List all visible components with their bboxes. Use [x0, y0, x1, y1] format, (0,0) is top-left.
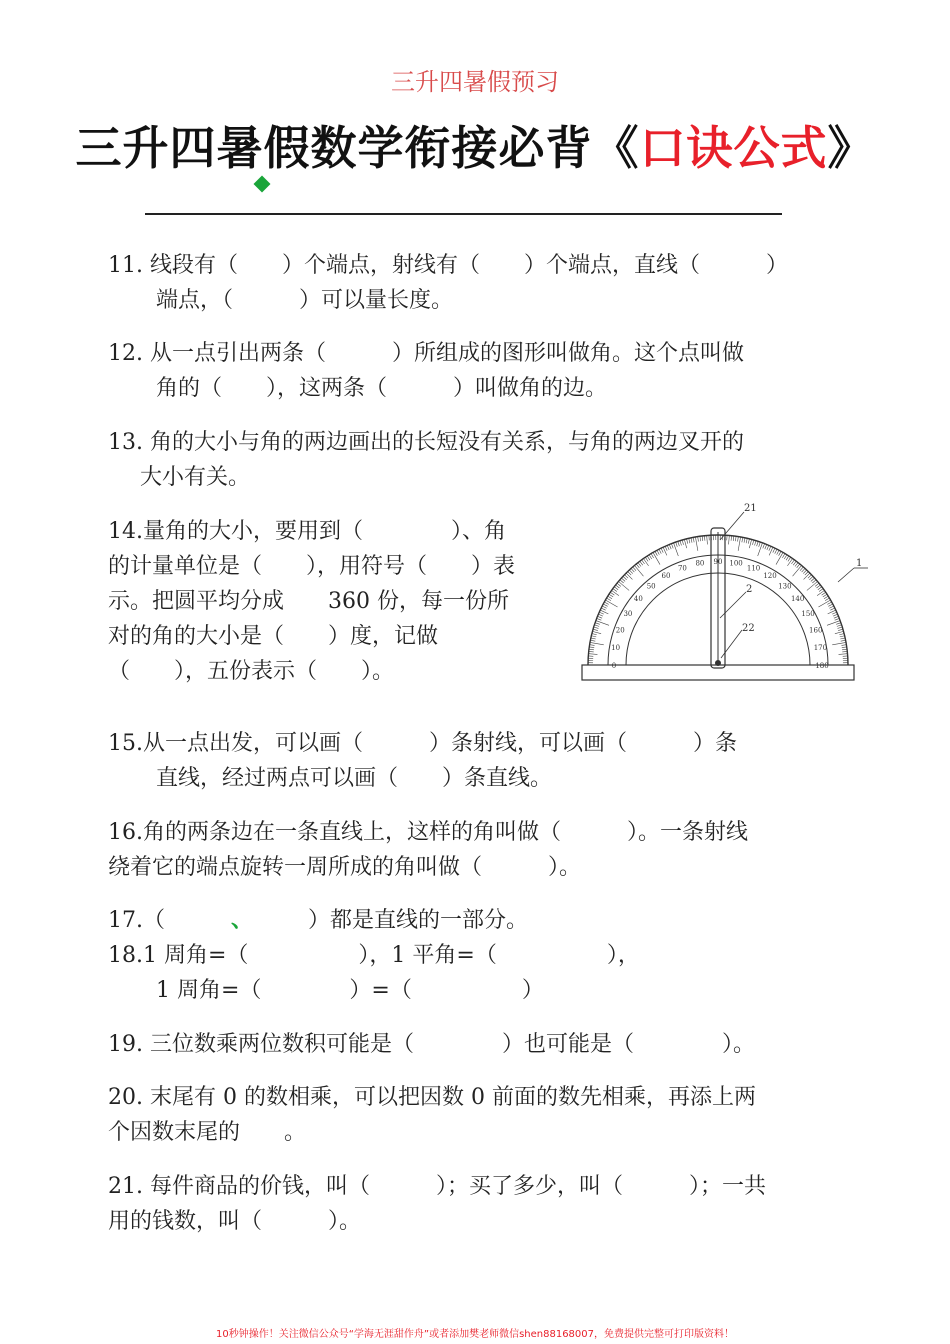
- protractor-tick: [678, 541, 680, 546]
- protractor-tick: [828, 604, 832, 606]
- protractor-tick: [809, 576, 813, 579]
- protractor-tick: [818, 587, 822, 590]
- protractor-tick: [629, 570, 632, 574]
- question-17-prefix: 17.（: [108, 908, 231, 933]
- protractor-tick: [829, 606, 833, 608]
- protractor-tick: [620, 580, 624, 583]
- protractor-scale-label: 120: [763, 571, 777, 580]
- protractor-tick: [594, 625, 599, 627]
- protractor-tick: [604, 602, 608, 604]
- protractor-tick: [779, 551, 781, 555]
- protractor-tick: [839, 634, 844, 635]
- question-17-suffix: ）都是直线的一部分。: [242, 908, 529, 933]
- protractor-tick: [638, 563, 641, 567]
- protractor-tick: [731, 536, 732, 541]
- protractor-tick: [682, 540, 683, 545]
- protractor-tick: [669, 544, 671, 549]
- protractor-diagram: [578, 500, 878, 690]
- protractor-tick: [838, 627, 843, 628]
- protractor-scale-label: 60: [661, 571, 671, 580]
- protractor-tick: [596, 621, 609, 626]
- protractor-tick: [834, 616, 839, 618]
- protractor-tick: [840, 636, 845, 637]
- protractor-scale-label: 40: [633, 595, 643, 604]
- protractor-tick: [602, 606, 606, 608]
- protractor-tick: [597, 618, 602, 620]
- diamond-icon: [254, 176, 271, 193]
- protractor-tick: [693, 537, 694, 542]
- question-line: [108, 903, 528, 938]
- protractor-tick: [822, 592, 826, 595]
- protractor-scale-label: 90: [713, 558, 723, 566]
- protractor-tick: [689, 538, 690, 543]
- protractor-center: [715, 660, 721, 666]
- protractor-tick: [833, 614, 838, 616]
- protractor-tick: [651, 554, 654, 558]
- protractor-tick: [624, 575, 628, 578]
- protractor-scale-label: 180: [815, 662, 829, 670]
- protractor-tick: [788, 557, 791, 561]
- question-16: [108, 815, 748, 885]
- protractor-tick: [746, 538, 747, 543]
- protractor-tick: [601, 608, 605, 610]
- protractor-tick: [759, 542, 761, 547]
- protractor-tick: [769, 546, 771, 551]
- protractor-tick: [659, 549, 661, 553]
- protractor-tick: [592, 634, 597, 635]
- protractor-tick: [815, 583, 819, 586]
- protractor-tick: [665, 546, 667, 551]
- protractor-tick: [842, 651, 847, 652]
- protractor-tick: [842, 649, 847, 650]
- protractor-tick: [698, 537, 699, 542]
- protractor-tick: [784, 555, 787, 559]
- header-subtitle: 三升四暑假预习: [391, 68, 559, 96]
- protractor-tick: [594, 627, 599, 628]
- protractor-tick: [608, 596, 612, 599]
- protractor-tick: [667, 545, 669, 550]
- question-line: 12. 从一点引出两条（ ）所组成的图形叫做角。这个点叫做: [108, 341, 744, 366]
- protractor-scale-label: 80: [695, 559, 705, 568]
- protractor-tick: [702, 536, 703, 541]
- protractor-tick: [735, 536, 736, 541]
- question-line: 20. 末尾有 0 的数相乘，可以把因数 0 前面的数先相乘，再添上两: [108, 1085, 756, 1110]
- protractor-tick: [700, 536, 701, 541]
- protractor-tick: [827, 621, 840, 626]
- title-main: 三升四暑假数学衔接必背: [75, 121, 593, 175]
- protractor-tick: [598, 614, 603, 616]
- protractor-tick: [649, 555, 652, 559]
- question-line: 端点，（ ）可以量长度。: [156, 288, 454, 313]
- protractor-tick: [800, 567, 803, 571]
- protractor-tick: [729, 535, 730, 544]
- protractor-tick: [765, 544, 767, 549]
- protractor-tick: [832, 612, 837, 614]
- question-13: [108, 425, 744, 495]
- protractor-tick: [593, 629, 598, 630]
- question-line: 15.从一点出发，可以画（ ）条射线，可以画（ ）条: [108, 731, 737, 756]
- protractor-tick: [775, 549, 777, 553]
- protractor-tick: [825, 598, 829, 601]
- footer-note: 10秒钟操作！关注微信公众号“学海无涯甜作舟”或者添加樊老师微信shen88168007，免费提供完整可打印版资料！: [215, 1329, 735, 1340]
- question-21: [108, 1169, 766, 1239]
- protractor-tick: [744, 538, 745, 543]
- protractor-tick: [748, 539, 749, 544]
- question-12: [108, 336, 744, 406]
- question-11: [108, 248, 788, 318]
- protractor-tick: [738, 537, 740, 551]
- protractor-tick: [752, 540, 753, 545]
- question-15: [108, 726, 737, 796]
- page-title: [0, 112, 950, 178]
- protractor-tick: [758, 543, 763, 556]
- protractor-tick: [661, 548, 663, 552]
- protractor-tick: [733, 536, 734, 541]
- protractor-scale-label: 130: [778, 582, 792, 591]
- protractor-tick: [817, 585, 821, 588]
- protractor-tick: [595, 623, 600, 625]
- protractor-tick: [791, 560, 794, 564]
- protractor-scale-label: 70: [677, 564, 687, 573]
- protractor-tick: [827, 602, 831, 604]
- callout-line-1: [838, 568, 854, 582]
- question-19: [108, 1027, 755, 1062]
- protractor-scale-label: 150: [801, 610, 815, 618]
- protractor-tick: [803, 570, 806, 574]
- protractor-tick: [837, 625, 842, 627]
- question-line: 直线，经过两点可以画（ ）条直线。: [156, 766, 553, 791]
- protractor-tick: [640, 561, 643, 565]
- protractor-tick: [773, 548, 775, 552]
- protractor-tick: [841, 645, 846, 646]
- protractor-tick: [704, 536, 705, 541]
- protractor-tick: [795, 563, 798, 567]
- protractor-tick: [755, 541, 756, 546]
- protractor-tick: [674, 543, 679, 556]
- protractor-tick: [588, 654, 597, 655]
- protractor-tick: [603, 604, 607, 606]
- protractor-tick: [832, 642, 846, 644]
- protractor-tick: [610, 592, 614, 595]
- question-18: [108, 938, 640, 1008]
- protractor-tick: [819, 589, 823, 592]
- protractor-tick: [623, 576, 627, 579]
- protractor-tick: [805, 571, 808, 575]
- protractor-tick: [839, 654, 848, 655]
- question-line: 个因数末尾的 。: [108, 1120, 307, 1145]
- protractor-tick: [786, 556, 789, 560]
- question-line: 1 周角=（ ）=（ ）: [156, 978, 544, 1003]
- protractor-tick: [840, 638, 845, 639]
- protractor-tick: [614, 587, 618, 590]
- protractor-tick: [590, 640, 595, 641]
- protractor-tick: [631, 568, 634, 572]
- protractor-tick: [830, 608, 834, 610]
- protractor-tick: [643, 559, 648, 566]
- protractor-tick: [812, 580, 816, 583]
- protractor-scale-label: 0: [611, 662, 617, 670]
- question-line: 16.角的两条边在一条直线上，这样的角叫做（ ）。一条射线: [108, 820, 748, 845]
- protractor-scale-label: 10: [611, 643, 621, 652]
- protractor-tick: [767, 545, 769, 550]
- protractor-tick: [647, 556, 650, 560]
- protractor-tick: [691, 538, 692, 543]
- protractor-tick: [757, 541, 759, 546]
- title-bracket-open: 《: [592, 121, 640, 175]
- callout-21: 21: [744, 503, 757, 514]
- protractor-tick: [707, 535, 708, 544]
- protractor-tick: [590, 645, 595, 646]
- protractor-tick: [590, 642, 604, 644]
- protractor-tick: [842, 647, 847, 648]
- protractor-base: [582, 665, 854, 680]
- question-line: 的计量单位是（ ），用符号（ ）表: [108, 554, 516, 579]
- protractor-tick: [749, 539, 751, 548]
- protractor-tick: [763, 544, 765, 549]
- protractor-scale-label: 30: [623, 610, 633, 618]
- protractor-tick: [838, 629, 843, 630]
- protractor-tick: [599, 612, 604, 614]
- protractor-scale-label: 20: [615, 626, 625, 635]
- title-divider: [145, 213, 782, 215]
- protractor-tick: [687, 539, 688, 544]
- question-line: 14.量角的大小，要用到（ ）、角: [108, 519, 506, 544]
- protractor-tick: [612, 590, 619, 595]
- protractor-tick: [592, 631, 601, 633]
- protractor-tick: [738, 537, 739, 542]
- question-line: 13. 角的大小与角的两边画出的长短没有关系，与角的两边叉开的: [108, 430, 744, 455]
- protractor-tick: [695, 537, 697, 551]
- protractor-scale-label: 100: [729, 559, 743, 568]
- protractor-tick: [835, 631, 844, 633]
- protractor-tick: [626, 573, 632, 579]
- question-line: 用的钱数，叫（ ）。: [108, 1209, 362, 1234]
- protractor-tick: [782, 554, 785, 558]
- protractor-tick: [633, 567, 636, 571]
- question-line: 19. 三位数乘两位数积可能是（ ）也可能是（ ）。: [108, 1032, 755, 1057]
- protractor-tick: [616, 585, 620, 588]
- protractor-scale-label: 160: [809, 626, 823, 635]
- protractor-scale-label: 110: [746, 564, 761, 573]
- protractor-tick: [823, 594, 827, 597]
- question-line: 11. 线段有（ ）个端点，射线有（ ）个端点，直线（ ）: [108, 253, 788, 278]
- protractor-tick: [671, 544, 673, 549]
- protractor-tick: [787, 559, 792, 566]
- question-14: [108, 514, 515, 689]
- question-line: 18.1 周角=（ ），1 平角=（ ），: [108, 943, 640, 968]
- protractor-tick: [676, 542, 678, 547]
- protractor-tick: [804, 573, 810, 579]
- protractor-tick: [655, 551, 657, 555]
- protractor-tick: [824, 596, 828, 599]
- protractor-tick: [621, 578, 625, 581]
- question-line: 21. 每件商品的价钱，叫（ ）；买了多少，叫（ ）；一共: [108, 1174, 766, 1199]
- protractor-tick: [657, 550, 659, 554]
- protractor-tick: [680, 541, 681, 546]
- protractor-tick: [645, 557, 648, 561]
- question-line: 对的角的大小是（ ）度，记做: [108, 624, 439, 649]
- title-bracket-close: 》: [827, 121, 875, 175]
- question-line: 示。把圆平均分成 360 份，每一份所: [108, 589, 509, 614]
- protractor-tick: [777, 550, 779, 554]
- protractor-tick: [628, 571, 631, 575]
- protractor-tick: [797, 564, 800, 568]
- protractor-tick: [591, 636, 596, 637]
- protractor-scale-label: 170: [813, 643, 828, 652]
- protractor-tick: [607, 598, 611, 601]
- question-17: [108, 903, 528, 938]
- question-line: 角的（ ），这两条（ ）叫做角的边。: [156, 376, 608, 401]
- question-17-mark: 、: [231, 907, 243, 933]
- protractor-tick: [589, 651, 594, 652]
- protractor-tick: [613, 589, 617, 592]
- question-20: [108, 1080, 756, 1150]
- protractor-tick: [793, 561, 796, 565]
- protractor-tick: [841, 640, 846, 641]
- protractor-tick: [817, 590, 824, 595]
- protractor-tick: [609, 594, 613, 597]
- protractor-tick: [591, 638, 596, 639]
- question-line: 大小有关。: [140, 465, 251, 490]
- protractor-tick: [811, 578, 815, 581]
- protractor-tick: [589, 649, 594, 650]
- protractor-scale-label: 50: [646, 582, 656, 591]
- question-line: 绕着它的端点旋转一周所成的角叫做（ ）。: [108, 855, 582, 880]
- protractor-tick: [808, 575, 812, 578]
- question-line: （ ），五份表示（ ）。: [108, 659, 395, 684]
- protractor-tick: [802, 568, 805, 572]
- callout-22: 22: [742, 623, 755, 634]
- title-accent: 口诀公式: [639, 121, 828, 175]
- protractor-tick: [597, 616, 602, 618]
- protractor-tick: [642, 560, 645, 564]
- protractor-scale-label: 140: [790, 595, 805, 604]
- callout-line-22: [721, 630, 742, 658]
- callout-line-2: [720, 592, 746, 618]
- protractor-tick: [835, 618, 840, 620]
- protractor-tick: [742, 537, 743, 542]
- protractor-labels: [611, 558, 829, 670]
- callout-1: 1: [856, 558, 863, 569]
- protractor-tick: [589, 647, 594, 648]
- protractor-tick: [836, 623, 841, 625]
- callout-2: 2: [746, 584, 753, 595]
- protractor-tick: [684, 539, 686, 548]
- protractor-tick: [617, 583, 621, 586]
- protractor-tick: [636, 564, 639, 568]
